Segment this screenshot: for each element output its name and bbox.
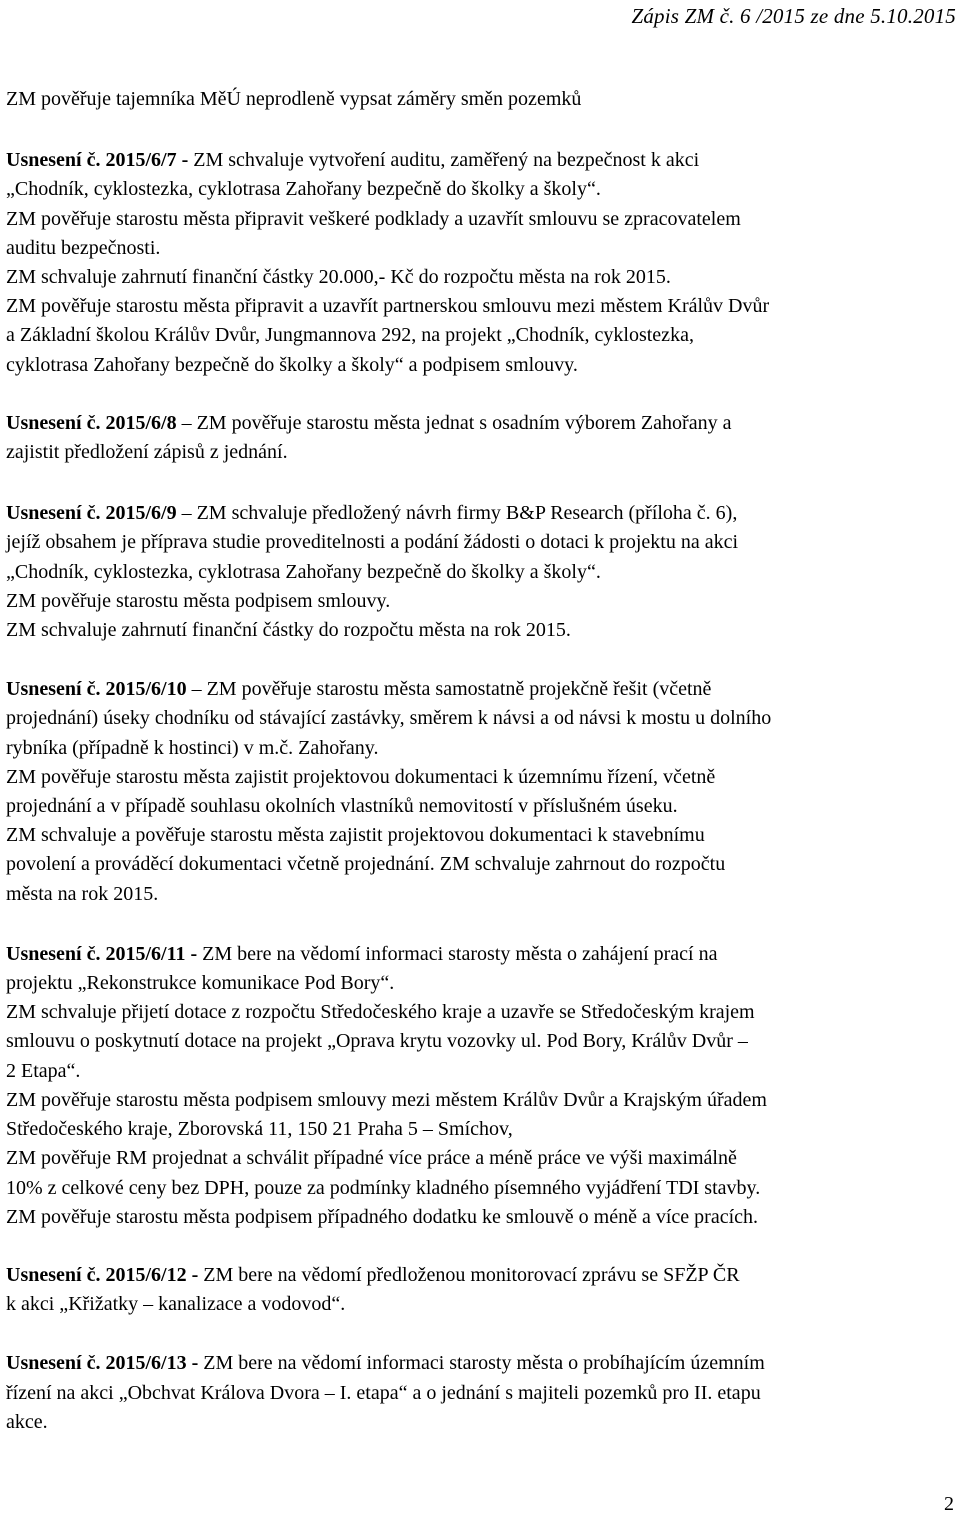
resolution-label: Usnesení č.	[6, 149, 101, 172]
resolution-number: 2015/6/13 -	[105, 1352, 199, 1375]
resolution-label: Usnesení č.	[6, 1352, 101, 1375]
resolution-text: – ZM schvaluje předložený návrh firmy B&P Research (příloha č. 6),	[176, 502, 738, 525]
resolution-heading-line	[6, 146, 956, 175]
resolution-number: 2015/6/10	[105, 678, 187, 701]
page-number: 2	[944, 1493, 954, 1515]
text-line: ZM pověřuje starostu města podpisem smlouvy mezi městem Králův Dvůr a Krajským úřadem	[6, 1088, 767, 1111]
document-body	[6, 85, 956, 1437]
resolution-label: Usnesení č.	[6, 1263, 101, 1286]
resolution-number: 2015/6/8	[105, 411, 177, 434]
resolution-heading-line	[6, 499, 956, 528]
resolution-heading-line	[6, 1349, 956, 1378]
text-line: cyklotrasa Zahořany bezpečně do školky a školy“ a podpisem smlouvy.	[6, 353, 578, 376]
resolution-2015-6-9	[6, 499, 956, 645]
resolution-label: Usnesení č.	[6, 502, 101, 525]
text-line: a Základní školou Králův Dvůr, Jungmannova 292, na projekt „Chodník, cyklostezka,	[6, 324, 694, 347]
resolution-2015-6-10	[6, 675, 956, 909]
text-line: ZM pověřuje starostu města podpisem smlouvy.	[6, 589, 391, 612]
text-line: ZM pověřuje RM projednat a schválit případné více práce a méně práce ve výši maximálně	[6, 1147, 737, 1170]
text-line: akce.	[6, 1410, 48, 1433]
text-line: zajistit předložení zápisů z jednání.	[6, 441, 288, 464]
resolution-number: 2015/6/11 -	[105, 942, 198, 965]
resolution-heading-line	[6, 675, 956, 704]
resolution-2015-6-13	[6, 1349, 956, 1437]
text-line: 2 Etapa“.	[6, 1059, 81, 1082]
text-line: ZM schvaluje zahrnutí finanční částky 20.000,- Kč do rozpočtu města na rok 2015.	[6, 266, 671, 289]
text-line: ZM schvaluje přijetí dotace z rozpočtu Středočeského kraje a uzavře se Středočeským krajem	[6, 1001, 755, 1024]
text-line: 10% z celkové ceny bez DPH, pouze za podmínky kladného písemného vyjádření TDI stavby.	[6, 1176, 761, 1199]
resolution-label: Usnesení č.	[6, 678, 101, 701]
resolution-2015-6-7	[6, 146, 956, 380]
text-line: projektu „Rekonstrukce komunikace Pod Bory“.	[6, 972, 395, 995]
text-line: ZM pověřuje starostu města připravit a uzavřít partnerskou smlouvu mezi městem Králův Dvůr	[6, 295, 770, 318]
text-line: povolení a prováděcí dokumentaci včetně projednání. ZM schvaluje zahrnout do rozpočtu	[6, 853, 726, 876]
text-line: ZM pověřuje starostu města připravit veškeré podklady a uzavřít smlouvu se zpracovatelem	[6, 207, 741, 230]
text-line: Středočeského kraje, Zborovská 11, 150 21 Praha 5 – Smíchov,	[6, 1118, 513, 1141]
resolution-number: 2015/6/12 -	[105, 1263, 199, 1286]
resolution-text: ZM bere na vědomí předloženou monitorovací zprávu se SFŽP ČR	[198, 1263, 740, 1286]
text-line: ZM schvaluje a pověřuje starostu města zajistit projektovou dokumentaci k stavebnímu	[6, 824, 705, 847]
resolution-heading-line	[6, 940, 956, 969]
text-line: ZM pověřuje starostu města zajistit projektovou dokumentaci k územnímu řízení, včetně	[6, 765, 716, 788]
resolution-2015-6-8	[6, 409, 956, 467]
text-line: ZM schvaluje zahrnutí finanční částky do rozpočtu města na rok 2015.	[6, 619, 571, 642]
text-line: smlouvu o poskytnutí dotace na projekt „Oprava krytu vozovky ul. Pod Bory, Králův Dvůr –	[6, 1030, 748, 1053]
text-line: jejíž obsahem je příprava studie proveditelnosti a podání žádosti o dotaci k projektu na akci	[6, 531, 739, 554]
text-line: „Chodník, cyklostezka, cyklotrasa Zahořany bezpečně do školky a školy“.	[6, 560, 601, 583]
resolution-text: ZM schvaluje vytvoření auditu, zaměřený na bezpečnost k akci	[188, 149, 700, 172]
resolution-2015-6-11	[6, 940, 956, 1232]
text-line: města na rok 2015.	[6, 882, 159, 905]
resolution-2015-6-12	[6, 1261, 956, 1319]
resolution-text: – ZM pověřuje starostu města jednat s osadním výborem Zahořany a	[176, 411, 732, 434]
text-line: rybníka (případně k hostinci) v m.č. Zahořany.	[6, 736, 379, 759]
text-line: projednání a v případě souhlasu okolních vlastníků nemovitostí v příslušném úseku.	[6, 795, 678, 818]
resolution-text: ZM bere na vědomí informaci starosty města o zahájení prací na	[197, 942, 718, 965]
document-header: Zápis ZM č. 6 /2015 ze dne 5.10.2015	[631, 4, 956, 28]
text-line: ZM pověřuje starostu města podpisem případného dodatku ke smlouvě o méně a více pracích.	[6, 1205, 759, 1228]
resolution-label: Usnesení č.	[6, 411, 101, 434]
resolution-number: 2015/6/7 -	[105, 149, 189, 172]
text-line: řízení na akci „Obchvat Králova Dvora – I. etapa“ a o jednání s majiteli pozemků pro II. etapu	[6, 1381, 761, 1404]
text-line: ZM pověřuje tajemníka MěÚ neprodleně vypsat záměry směn pozemků	[6, 88, 582, 110]
resolution-heading-line	[6, 409, 956, 438]
resolution-number: 2015/6/9	[105, 502, 177, 525]
resolution-text: ZM bere na vědomí informaci starosty města o probíhajícím územním	[198, 1352, 765, 1375]
paragraph-intro	[6, 85, 956, 114]
resolution-text: – ZM pověřuje starostu města samostatně projekčně řešit (včetně	[186, 678, 712, 701]
text-line: projednání) úseky chodníku od stávající zastávky, směrem k návsi a od návsi k mostu u dolního	[6, 707, 772, 730]
resolution-label: Usnesení č.	[6, 942, 101, 965]
resolution-heading-line	[6, 1261, 956, 1290]
text-line: „Chodník, cyklostezka, cyklotrasa Zahořany bezpečně do školky a školy“.	[6, 178, 601, 201]
text-line: auditu bezpečnosti.	[6, 236, 161, 259]
text-line: k akci „Křižatky – kanalizace a vodovod“.	[6, 1293, 346, 1316]
